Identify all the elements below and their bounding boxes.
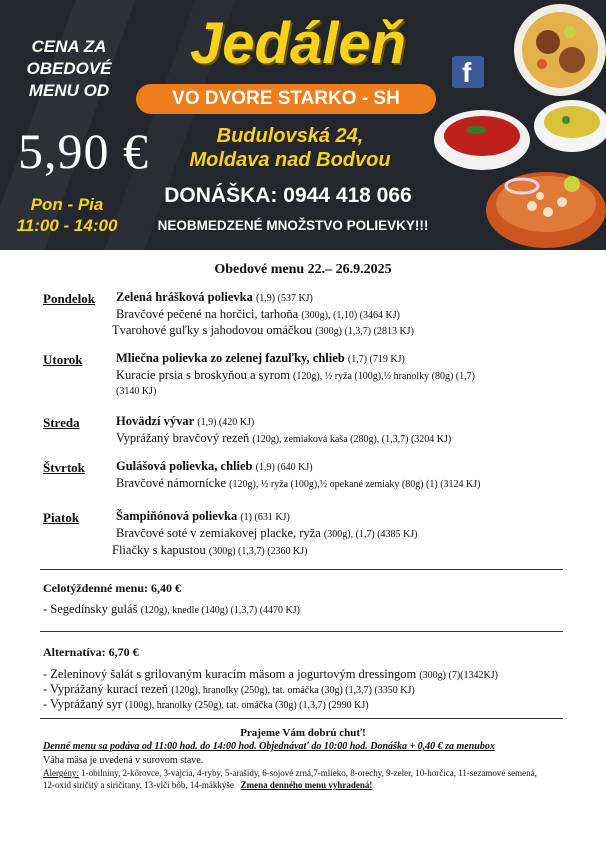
divider	[40, 631, 563, 632]
menu-item	[116, 459, 313, 474]
facebook-icon[interactable]	[452, 56, 484, 88]
alternative-item	[43, 682, 415, 697]
alternative-item	[43, 667, 498, 682]
food-plate-rice-image	[508, 2, 606, 102]
menu-price: 5,90 €	[18, 123, 149, 179]
day-tuesday: Utorok	[43, 352, 83, 367]
alternative-item	[43, 697, 369, 712]
menu-item	[116, 526, 418, 541]
price-label-line: CENA ZA	[31, 37, 107, 56]
dish-name: Hovädzí vývar	[116, 414, 195, 428]
dish-name: - Vyprážaný kurací rezeň	[43, 682, 169, 696]
menu-item	[116, 351, 405, 366]
price-label-line: MENU OD	[28, 81, 110, 100]
dish-info: (300g) (1,3,7) (2813 KJ)	[315, 326, 414, 337]
menu-item	[116, 383, 156, 398]
dish-name: Bravčové námornícke	[116, 476, 227, 490]
weekly-menu-item	[43, 602, 300, 617]
dish-info: (1,9) (420 KJ)	[197, 417, 255, 428]
day-friday: Piatok	[43, 510, 80, 525]
weekly-menu-label: Celotýždenné menu: 6,40 €	[43, 581, 181, 595]
dish-info: (3140 KJ)	[116, 386, 157, 397]
food-bean-stew-image	[482, 162, 606, 250]
dish-info: (300g), (1,10) (3464 KJ)	[301, 310, 400, 321]
dish-name: Bravčové pečené na horčici, tarhoňa	[116, 307, 299, 321]
dish-info: (120g), knedle (140g) (1,3,7) (4470 KJ)	[140, 605, 300, 616]
divider	[40, 569, 563, 570]
opening-hours	[6, 194, 128, 236]
address-city: Moldava nad Bodvou	[189, 149, 391, 171]
dish-info: (120g), hranolky (250g), tat. omáčka (30g) (1,3,7) (3350 KJ)	[171, 685, 415, 696]
price-label	[14, 36, 124, 102]
dish-info: (300g), (1,7) (4385 KJ)	[323, 529, 418, 540]
dish-name: - Vyprážaný syr	[43, 697, 122, 711]
menu-change-note: Zmena denného menu vyhradená!	[240, 780, 373, 790]
divider	[40, 718, 563, 719]
food-cream-soup-image	[532, 96, 606, 156]
weight-note: Váha mäsa je uvedená v surovom stave.	[43, 755, 204, 766]
allergens-line	[43, 768, 537, 778]
address-street: Budulovská 24,	[216, 125, 364, 147]
menu-heading: Obedové menu 22.– 26.9.2025	[214, 262, 392, 277]
menu-item	[116, 476, 480, 491]
dish-name: - Zeleninový šalát s grilovaným kuracím mäsom a jogurtovým dressingom	[43, 667, 417, 681]
restaurant-subtitle: VO DVORE STARKO - SH	[136, 84, 436, 114]
dish-info: (1,7) (719 KJ)	[347, 354, 405, 365]
dish-info: (1,9) (537 KJ)	[255, 293, 313, 304]
address	[150, 124, 430, 172]
day-monday: Pondelok	[43, 291, 96, 306]
dish-info: (300g) (7)(1342KJ)	[419, 670, 498, 681]
dish-name: Šampiňónová polievka	[116, 509, 238, 523]
opening-time: 11:00 - 14:00	[16, 216, 118, 235]
restaurant-title: Jedáleň	[190, 11, 406, 76]
menu-item	[116, 431, 451, 446]
dish-name: - Segedínsky guláš	[43, 602, 138, 616]
bon-appetit: Prajeme Vám dobrú chuť!	[240, 727, 366, 739]
dish-info: (120g), ½ ryža (100g),½ hranolky (80g) (1,7)	[293, 371, 475, 382]
allergens-list: 1-obilniny, 2-kôrovce, 3-vajcia, 4-ryby, 5-arašidy, 6-sojové zrná,7-mlieko, 8-orechy, 9-zeler, 10-horčica, 11-sezamové semená,	[78, 768, 537, 778]
delivery-phone: DONÁŠKA: 0944 418 066	[164, 184, 412, 207]
menu-item	[112, 543, 307, 558]
header-banner	[0, 0, 606, 250]
menu-item	[116, 368, 475, 383]
allergens-list: 12-oxid siričitý a siričitany, 13-vlčí bôb, 14-mäkkýše	[43, 780, 234, 790]
dish-info: (300g) (1,3,7) (2360 KJ)	[208, 546, 308, 557]
allergens-label: Alergény:	[43, 768, 79, 778]
alternatives-label: Alternatíva: 6,70 €	[43, 645, 139, 659]
dish-info: (1,9) (640 KJ)	[255, 462, 313, 473]
menu-item	[116, 307, 400, 322]
price-label-line: OBEDOVÉ	[26, 59, 112, 78]
dish-info: (1) (631 KJ)	[240, 512, 290, 523]
dish-name: Vyprážaný bravčový rezeň	[116, 431, 250, 445]
dish-name: Kuracie prsia s broskyňou a syrom	[116, 368, 290, 382]
dish-name: Gulášová polievka, chlieb	[116, 459, 253, 473]
dish-info: (120g), ½ ryža (100g),½ opekané zemiaky (80g) (1) (3124 KJ)	[229, 479, 481, 490]
dish-name: Bravčové soté v zemiakovej placke, ryža	[116, 526, 321, 540]
service-notice: Denné menu sa podáva od 11:00 hod. do 14:00 hod. Objednávať do 10:00 hod. Donáška + 0,40 € za menubox	[43, 741, 495, 752]
facebook-glyph: f	[462, 57, 472, 88]
soup-note: NEOBMEDZENÉ MNOŽSTVO POLIEVKY!!!	[157, 218, 429, 233]
day-wednesday: Streda	[43, 415, 80, 430]
dish-name: Zelená hrášková polievka	[116, 290, 253, 304]
dish-info: (120g), zemiaková kaša (280g), (1,3,7) (3204 KJ)	[252, 434, 452, 445]
allergens-line	[43, 780, 372, 790]
opening-days: Pon - Pia	[30, 195, 104, 214]
menu-item	[116, 290, 313, 305]
menu-item	[116, 414, 254, 429]
dish-info: (100g), hranolky (250g), tat. omáčka (30g) (1,3,7) (2990 KJ)	[125, 700, 369, 711]
day-thursday: Štvrtok	[43, 460, 85, 475]
menu-item	[116, 509, 290, 524]
dish-name: Tvarohové guľky s jahodovou omáčkou	[112, 323, 313, 337]
dish-name: Fliačky s kapustou	[112, 543, 206, 557]
menu-item	[112, 323, 414, 338]
dish-name: Mliečna polievka zo zelenej fazuľky, chlieb	[116, 351, 345, 365]
